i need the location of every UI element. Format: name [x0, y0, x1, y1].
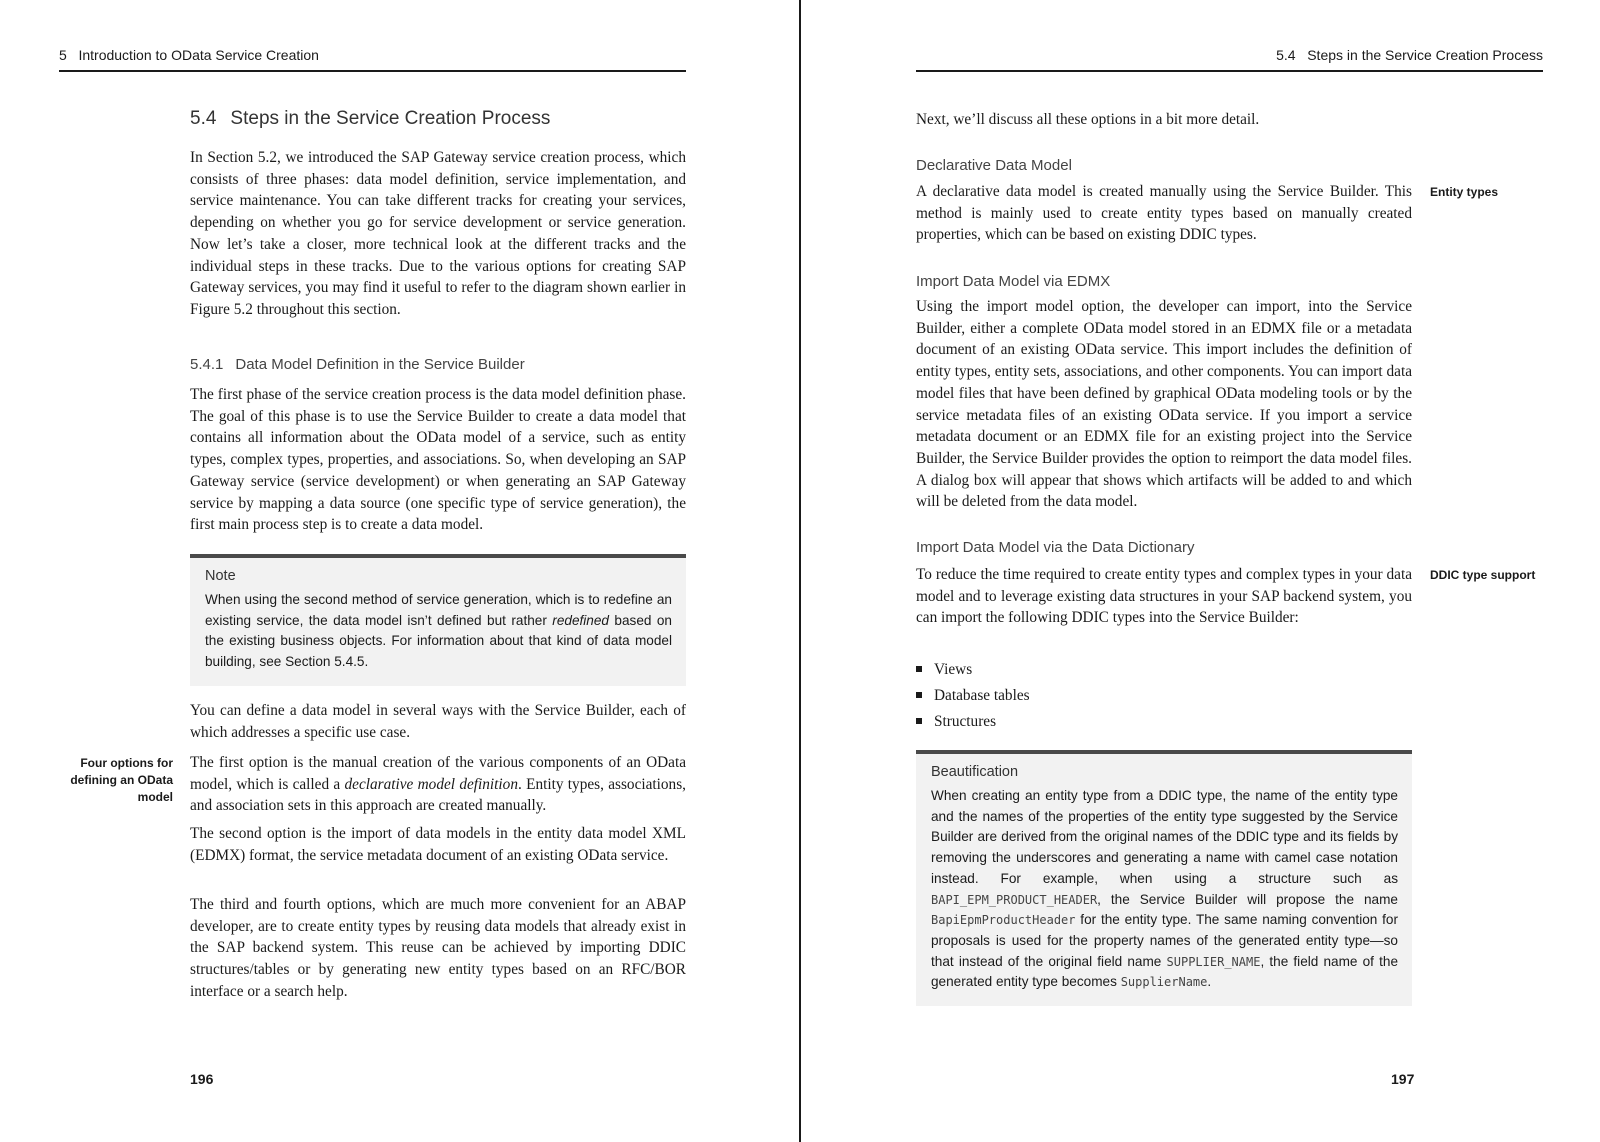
list-item: Database tables — [916, 685, 1412, 711]
note-box — [190, 554, 686, 686]
paragraph-several-ways: You can define a data model in several ways with the Service Builder, each of which addresses a specific use case. — [190, 702, 686, 741]
paragraph-second-option: The second option is the import of data models in the entity data model XML (EDMX) format, the service metadata document of an existing OData service. — [190, 825, 686, 864]
section-number-head: 5.4 — [1276, 47, 1296, 63]
paragraph-third-fourth-options: The third and fourth options, which are much more convenient for an ABAP developer, are to create entity types by reusing data models that already exist in the SAP backend system. This reuse can be achieved by importing DDIC structures/tables or by generating new entity types based on an RFC/BOR interface or a search help. — [190, 896, 686, 1000]
margin-note-entity-types: Entity types — [1430, 185, 1499, 199]
note-title: Note — [205, 568, 236, 584]
beautification-body: When creating an entity type from a DDIC type, the name of the entity type and the names of the properties of the entity type suggested by the Service Builder are derived from the original names of the DDIC type and its fields by removing the underscores and generating a name with camel case notation instead. For example, when using a structure such as BAPI_EPM_PRODUCT_HEADER, the Service Builder will propose the name BapiEpmProductHeader for the entity type. The same naming convention for proposals is used for the property names of the generated entity type—so that instead of the original field name SUPPLIER_NAME, the field name of the generated entity type becomes SupplierName. — [931, 788, 1399, 990]
section-title: Steps in the Service Creation Process — [230, 108, 551, 129]
heading-ddic: Import Data Model via the Data Dictionary — [916, 539, 1195, 556]
paragraph-declarative: A declarative data model is created manually using the Service Builder. This method is mainly used to create entity types based on manually created properties, which can be based on existing DDIC types. — [916, 183, 1412, 244]
bullet-square-icon — [916, 718, 922, 724]
code-generated-field: SupplierName — [1120, 975, 1208, 990]
chapter-title: Introduction to OData Service Creation — [78, 47, 319, 63]
running-head-right — [1276, 47, 1543, 63]
paragraph-data-model-phase: The first phase of the service creation process is the data model definition phase. The goal of this phase is to use the Service Builder to create a data model that contains all information about the OData model of a service, such as entity types, complex types, properties, and associations. So, when developing an SAP Gateway service (service development) or when generating an SAP Gateway service by mapping a data source (one specific type of service generation), the first main process step is to create a data model. — [190, 386, 686, 534]
intro-sentence: Next, we’ll discuss all these options in a bit more detail. — [916, 111, 1260, 128]
section-number: 5.4 — [190, 108, 217, 129]
code-proposed-name: BapiEpmProductHeader — [931, 913, 1076, 928]
intro-paragraph: In Section 5.2, we introduced the SAP Gateway service creation process, which consists of three phases: data model definition, service implementation, and service maintenance. You can take different tracks for creating your services, depending on whether you go for service development or service generation. Now let’s take a closer, more technical look at the different tracks and the individual steps in these tracks. Due to the various options for creating SAP Gateway services, you may find it useful to refer to the diagram shown earlier in Figure 5.2 throughout this section. — [190, 149, 686, 318]
code-struct-name: BAPI_EPM_PRODUCT_HEADER — [931, 892, 1098, 907]
page-number-right: 197 — [1391, 1071, 1415, 1087]
code-field-name: SUPPLIER_NAME — [1166, 954, 1261, 969]
subsection-title: Data Model Definition in the Service Builder — [235, 356, 525, 373]
list-item: Views — [916, 659, 1412, 685]
paragraph-first-option: The first option is the manual creation of the various components of an OData model, which is called a declarative model definition. Entity types, associations, and association sets in this approach are created manually. — [190, 754, 686, 815]
margin-note-four-options: Four options for defining an OData model — [70, 756, 173, 804]
bullet-square-icon — [916, 666, 922, 672]
heading-edmx: Import Data Model via EDMX — [916, 273, 1111, 290]
margin-note-ddic-support: DDIC type support — [1430, 568, 1536, 582]
beautification-box — [916, 750, 1412, 1006]
chapter-number: 5 — [59, 47, 67, 63]
bullet-square-icon — [916, 692, 922, 698]
subsection-number: 5.4.1 — [190, 356, 224, 373]
list-item: Structures — [916, 711, 1412, 737]
paragraph-ddic: To reduce the time required to create entity types and complex types in your data model and to leverage existing data structures in your SAP backend system, you can import the following DDIC types into the Service Builder: — [916, 566, 1412, 627]
header-rule — [916, 70, 1543, 72]
subsection-heading — [190, 356, 525, 373]
note-body: When using the second method of service generation, which is to redefine an existing service, the data model isn’t defined but rather redefined based on the existing business objects. For information about that kind of data model building, see Section 5.4.5. — [205, 592, 672, 670]
paragraph-edmx: Using the import model option, the developer can import, into the Service Builder, either a complete OData model stored in an EDMX file or a metadata document of an existing OData service. This import includes the definition of entity types, entity sets, associations, and other components. You can import data model files that have been defined by graphical OData modeling tools or by the service metadata files of an existing OData service. If you import a service metadata document or an EDMX file for an existing project into the Service Builder, the Service Builder provides the option to reimport the data model files. A dialog box will appear that shows which artifacts will be added to and which will be deleted from the data model. — [916, 298, 1412, 511]
section-heading — [190, 108, 550, 130]
running-head-left — [59, 47, 319, 63]
right-page — [800, 0, 1600, 1142]
heading-declarative: Declarative Data Model — [916, 157, 1072, 174]
ddic-type-list — [916, 659, 1412, 737]
section-title-head: Steps in the Service Creation Process — [1307, 47, 1543, 63]
header-rule — [59, 70, 686, 72]
beautification-title: Beautification — [931, 764, 1019, 780]
page-number-left: 196 — [190, 1071, 214, 1087]
